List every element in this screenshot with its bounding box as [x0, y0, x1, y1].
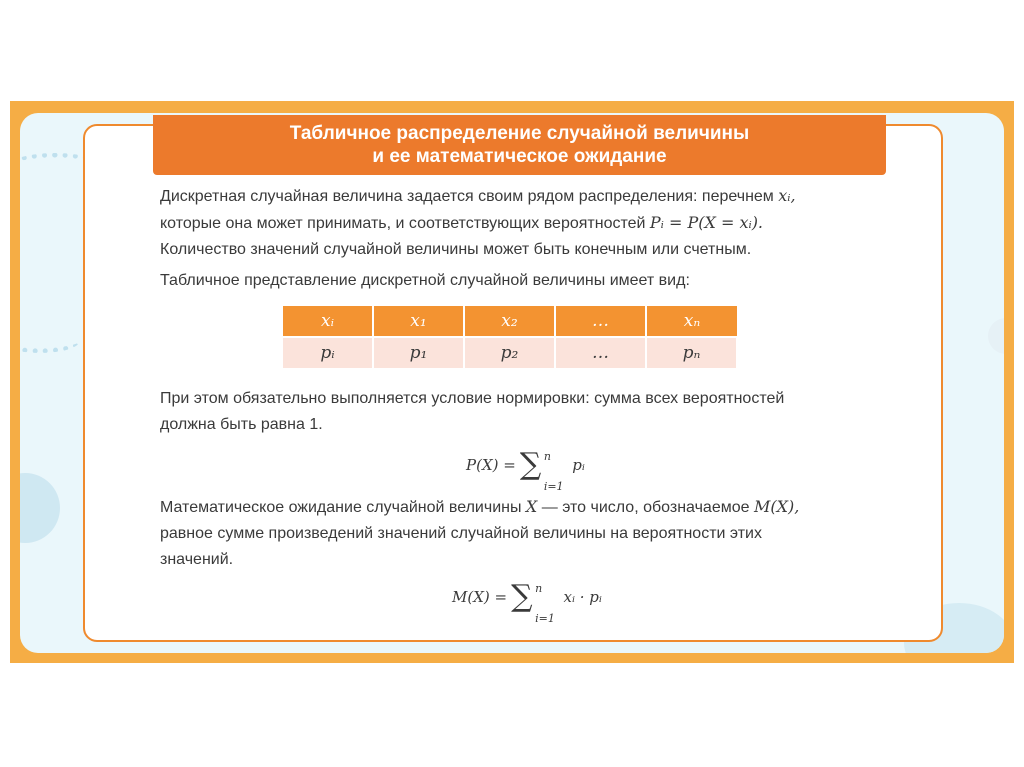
text-span: Дискретная случайная величина задается своим рядом распределения: перечнем — [160, 188, 779, 205]
paragraph-line: должна быть равна 1. — [160, 416, 323, 433]
math-x: X — [525, 497, 538, 516]
table-row-probabilities — [283, 337, 737, 368]
paragraph-line — [160, 210, 880, 237]
sum-upper-limit: n — [535, 582, 543, 595]
decorative-circle — [988, 318, 1004, 354]
math-probability: Pᵢ = P(X = xᵢ). — [649, 213, 764, 232]
sum-upper-limit: n — [543, 450, 551, 463]
table-row-values — [283, 306, 737, 337]
text-span: которые она может принимать, и соответствующих вероятностей — [160, 215, 650, 232]
table-cell: … — [555, 306, 646, 337]
paragraph-definition — [160, 183, 880, 263]
title-line-1: Табличное распределение случайной величины — [289, 123, 750, 144]
sum-symbol — [519, 447, 564, 493]
table-cell: xₙ — [646, 306, 737, 337]
table-cell: pₙ — [646, 337, 737, 368]
sum-lower-limit: i=1 — [535, 612, 555, 625]
formula-lhs: M(X) = — [452, 588, 508, 606]
table-cell: p₂ — [464, 337, 555, 368]
paragraph-line: значений. — [160, 551, 234, 568]
formula-lhs: P(X) = — [466, 456, 516, 474]
title-line-2: и ее математическое ожидание — [372, 146, 667, 167]
math-mx: M(X), — [753, 497, 800, 516]
math-xi: xᵢ, — [778, 186, 796, 205]
table-cell: pᵢ — [283, 337, 373, 368]
paragraph-line: равное сумме произведений значений случайной величины на вероятности этих — [160, 525, 762, 542]
paragraph-normalization — [160, 386, 880, 438]
text-span: — это число, обозначаемое — [537, 499, 754, 516]
formula-rhs: xᵢ · pᵢ — [563, 588, 602, 606]
text-span: Математическое ожидание случайной величины — [160, 499, 526, 516]
table-cell: xᵢ — [283, 306, 373, 337]
table-cell: p₁ — [373, 337, 464, 368]
formula-expectation — [452, 579, 602, 625]
paragraph-line — [160, 183, 880, 210]
sigma-glyph: ∑ — [519, 447, 542, 482]
table-cell: x₂ — [464, 306, 555, 337]
decorative-dots — [20, 328, 80, 353]
distribution-table — [283, 306, 738, 368]
paragraph-line: Количество значений случайной величины может быть конечным или счетным. — [160, 241, 752, 258]
paragraph-line: При этом обязательно выполняется условие нормировки: сумма всех вероятностей — [160, 390, 785, 407]
slide-title — [153, 115, 886, 175]
paragraph-line — [160, 494, 880, 521]
paragraph-expectation — [160, 494, 880, 573]
sigma-glyph: ∑ — [511, 579, 533, 614]
table-cell: x₁ — [373, 306, 464, 337]
paragraph-table-intro: Табличное представление дискретной случайной величины имеет вид: — [160, 272, 690, 289]
sum-symbol — [511, 579, 555, 625]
table-cell: … — [555, 337, 646, 368]
decorative-circle — [20, 473, 60, 543]
formula-rhs: pᵢ — [572, 456, 585, 474]
formula-normalization — [466, 447, 585, 493]
sum-lower-limit: i=1 — [543, 480, 564, 493]
